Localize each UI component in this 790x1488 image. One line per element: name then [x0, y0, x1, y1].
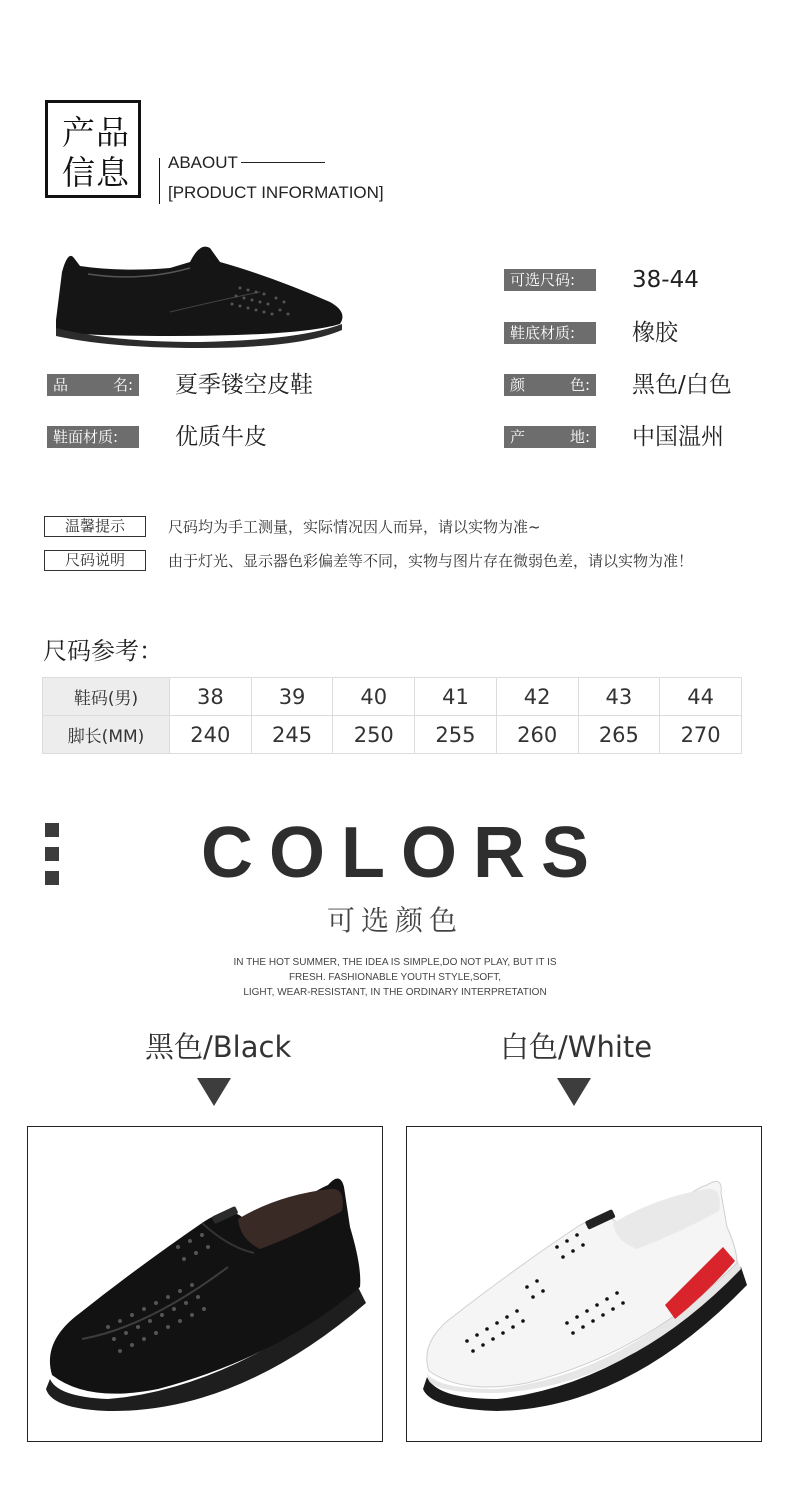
sizes-label-text: 可选尺码: [510, 271, 576, 289]
product-information-subtitle: [PRODUCT INFORMATION] [168, 183, 384, 202]
table-cell: 250 [333, 716, 415, 754]
table-cell: 255 [415, 716, 497, 754]
warm-tip-tag: 温馨提示 [44, 516, 146, 537]
black-shoe-photo[interactable] [27, 1126, 383, 1442]
upper-material-label [47, 426, 139, 448]
description-line: FRESH. FASHIONABLE YOUTH STYLE,SOFT, [288, 972, 502, 983]
sizes-value: 38-44 [632, 267, 699, 293]
size-note-text: 由于灯光、显示器色彩偏差等不同，实物与图片存在微弱色差，请以实物为准！ [168, 552, 694, 570]
about-rule [241, 162, 325, 163]
table-cell: 42 [496, 678, 578, 716]
size-chart-table [42, 677, 742, 754]
table-cell: 260 [496, 716, 578, 754]
table-cell: 38 [170, 678, 252, 716]
product-name-value: 夏季镂空皮鞋 [175, 372, 313, 398]
table-cell: 245 [251, 716, 333, 754]
table-row-head: 脚长(MM) [43, 716, 170, 754]
table-cell: 44 [660, 678, 742, 716]
colors-description [0, 955, 790, 1000]
white-shoe-illustration [407, 1127, 761, 1441]
upper-material-label-text: 鞋面材质: [53, 428, 119, 446]
black-shoe-thumbnail [50, 232, 350, 352]
color-label [504, 374, 596, 396]
title-line-2: 信息 [62, 153, 130, 192]
warm-tip-text: 尺码均为手工测量，实际情况因人而异，请以实物为准~ [168, 518, 541, 536]
sole-material-label-text: 鞋底材质: [510, 324, 576, 342]
black-shoe-illustration [28, 1127, 382, 1441]
table-row [43, 678, 742, 716]
table-cell: 43 [578, 678, 660, 716]
about-label: ABAOUT [168, 153, 238, 172]
origin-label-char: 产 [510, 428, 526, 446]
arrow-down-icon [557, 1078, 591, 1106]
colors-subtitle: 可选颜色 [326, 904, 463, 937]
table-cell: 39 [251, 678, 333, 716]
origin-value: 中国温州 [632, 424, 724, 450]
table-cell: 240 [170, 716, 252, 754]
size-chart-title: 尺码参考： [43, 637, 163, 665]
product-name-label-char: 品 [53, 376, 69, 394]
product-name-label [47, 374, 139, 396]
white-shoe-photo[interactable] [406, 1126, 762, 1442]
table-cell: 270 [660, 716, 742, 754]
sizes-label [504, 269, 596, 291]
color-option-black-label: 黑色/Black [145, 1030, 292, 1064]
upper-material-value: 优质牛皮 [175, 424, 267, 450]
color-label-char: 色: [569, 376, 590, 394]
origin-label-char: 地: [569, 428, 590, 446]
table-row-head: 鞋码(男) [43, 678, 170, 716]
table-cell: 265 [578, 716, 660, 754]
title-line-1: 产品 [62, 113, 130, 152]
product-name-label-char: 名: [112, 376, 133, 394]
description-line: IN THE HOT SUMMER, THE IDEA IS SIMPLE,DO NOT PLAY, BUT IT IS [233, 957, 557, 968]
size-note-tag: 尺码说明 [44, 550, 146, 571]
arrow-down-icon [197, 1078, 231, 1106]
color-value: 黑色/白色 [632, 372, 732, 398]
color-label-char: 颜 [510, 376, 526, 394]
origin-label [504, 426, 596, 448]
header-divider [159, 158, 160, 204]
table-cell: 41 [415, 678, 497, 716]
description-line: LIGHT, WEAR-RESISTANT, IN THE ORDINARY INTERPRETATION [243, 987, 547, 998]
table-row [43, 716, 742, 754]
product-info-title-box [45, 100, 141, 198]
sole-material-label [504, 322, 596, 344]
color-option-white-label: 白色/White [500, 1030, 653, 1064]
colors-heading: COLORS [200, 813, 605, 893]
table-cell: 40 [333, 678, 415, 716]
sole-material-value: 橡胶 [632, 320, 678, 346]
